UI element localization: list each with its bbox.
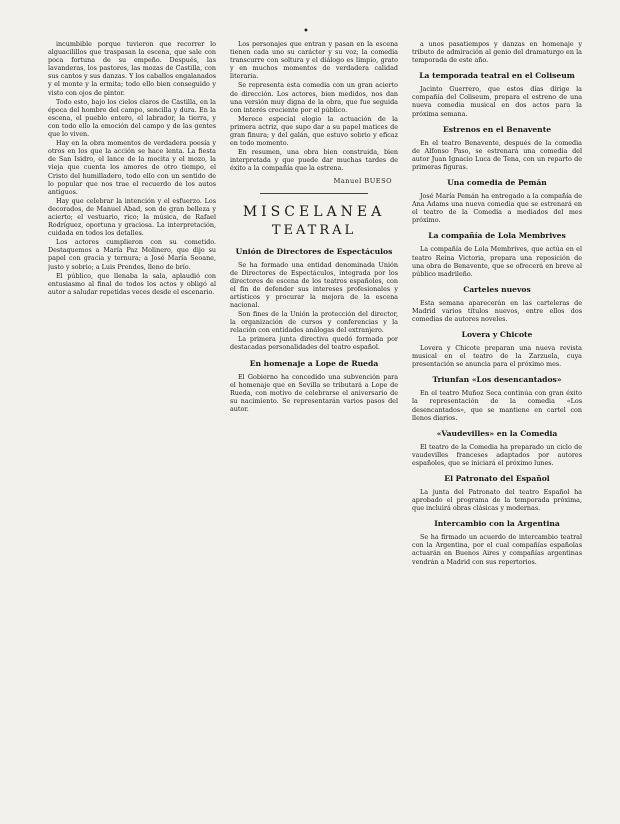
paragraph: La primera junta directiva quedó formada por destacadas personalidades del teatro español. xyxy=(230,335,398,352)
column-3 xyxy=(412,40,582,810)
paragraph: La compañía de Lola Membrives, que actúa en el teatro Reina Victoria, prepara una reposición de una obra de Benavente, que se ofrecerá en breve al público madrileño. xyxy=(412,245,582,278)
article-heading: Carteles nuevos xyxy=(463,284,531,294)
article-heading: Unión de Directores de Espectáculos xyxy=(235,246,393,256)
article-heading: El Patronato del Español xyxy=(444,474,550,483)
paragraph: El teatro de la Comedia ha preparado un ciclo de vaudevilles franceses adaptados por autores españoles, que se iniciará el próximo lunes. xyxy=(412,442,582,467)
paragraph: José María Pemán ha entregado a la compañía de Ana Adams una nueva comedia que se estrenará en el teatro de la Comedia a mediados del mes próximo. xyxy=(412,192,582,225)
paragraph: Se ha firmado un acuerdo de intercambio teatral con la Argentina, por el cual compañías españolas actuarán en Buenos Aires y compañías argentinas vendrán a Madrid con sus repertorios. xyxy=(412,533,582,566)
column-2 xyxy=(230,40,398,810)
paragraph: Hay que celebrar la intención y el esfuerzo. Los decorados, de Manuel Abad, son de gran belleza y acierto; el vestuario, rico; la música, de Rafael Rodríguez, oportuna y graciosa. La interpretación, cuidada en todos los detalles. xyxy=(48,196,216,238)
paragraph: Los actores cumplieron con su cometido. Destaquemos a María Paz Molinero, que dijo su papel con gracia y ternura; a José María Seoane, justo y sobrio; a Luis Prendes, lleno de brío. xyxy=(48,238,216,271)
article-heading: La compañía de Lola Membrives xyxy=(428,231,566,241)
paragraph: El público, que llenaba la sala, aplaudió con entusiasmo al final de todos los actos y obligó al autor a saludar repetidas veces desde el escenario. xyxy=(48,271,216,296)
paragraph: Los personajes que entran y pasan en la escena tienen cada uno su carácter y su voz; la comedia transcurre con soltura y el diálogo es limpio, grato y en muchos momentos de verdadera calidad literaria. xyxy=(230,40,398,81)
paragraph: incumbible porque tuvieron que recorrer lo alguacilillos que traspasan la escena, que sale con poca fortuna de su empeño. Después, las lavanderas, los pastores, las mozas de Castilla, con sus cantos y sus danzas. Y los caballos engalanados y el monte y la ermita; todo ello bien conseguido y visto con ojos de pintor. xyxy=(48,40,216,97)
paragraph: En el teatro Muñoz Seca continúa con gran éxito la representación de la comedia «Los desencantados», que se mantiene en cartel con llenos diarios. xyxy=(412,389,582,422)
article-heading: En homenaje a Lope de Rueda xyxy=(249,358,379,368)
paragraph: En el teatro Benavente, después de la comedia de Alfonso Paso, se estrenará una comedia del autor Juan Ignacio Luca de Tena, con un reparto de primeras figuras. xyxy=(412,138,582,171)
article-heading: Lovera y Chicote xyxy=(461,330,533,340)
column-1 xyxy=(48,40,216,810)
article-heading: Estrenos en el Benavente xyxy=(442,124,552,134)
author-signature: Manuel BUESO xyxy=(333,176,392,185)
paragraph: En resumen, una obra bien construida, bien interpretada y que puede dar muchas tardes de éxito a la compañía que la estrena. xyxy=(230,148,398,173)
article-heading: «Vaudevilles» en la Comedia xyxy=(436,428,558,438)
paragraph: Jacinto Guerrero, que estos días dirige la compañía del Coliseum, prepara el estreno de una nueva comedia musical en dos actos para la próxima semana. xyxy=(412,85,582,118)
paragraph: Merece especial elogio la actuación de la primera actriz, que supo dar a su papel matices de gran finura; y del galán, que estuvo sobrio y eficaz en todo momento. xyxy=(230,114,398,148)
article-heading: Intercambio con la Argentina xyxy=(434,519,560,529)
paragraph: Todo esto, bajo los cielos claros de Castilla, en la época del hombre del campo, sencilla y dura. En la escena, el pueblo entero, el labrador, la tierra, y con todo ello la emoción del campo y de las gentes que lo viven. xyxy=(48,97,216,139)
paragraph: a unos pasatiempos y danzas en homenaje y tributo de admiración al genio del dramaturgo en la temporada de este año. xyxy=(412,40,582,65)
paragraph: La junta del Patronato del teatro Español ha aprobado el programa de la temporada próxima, que incluirá obras clásicas y modernas. xyxy=(412,488,582,513)
section-banner-line1: MISCELANEA xyxy=(242,203,386,220)
paragraph: Esta semana aparecerán en las carteleras de Madrid varios títulos nuevos, entre ellos dos comedias de autores noveles. xyxy=(412,298,582,323)
article-heading: Una comedia de Pemán xyxy=(447,178,547,188)
print-mark: • xyxy=(303,26,309,37)
article-heading: Triunfan «Los desencantados» xyxy=(432,375,562,385)
paragraph: Lovera y Chicote preparan una nueva revista musical en el teatro de la Zarzuela, cuya presentación se anuncia para el próximo mes. xyxy=(412,344,582,369)
divider xyxy=(260,193,368,194)
paragraph: Se representa esta comedia con un gran acierto de dirección. Los actores, bien medidos, nos dan una versión muy digna de la obra, que fue seguida con interés creciente por el público. xyxy=(230,81,398,114)
paragraph: El Gobierno ha concedido una subvención para el homenaje que en Sevilla se tributará a Lope de Rueda, con motivo de celebrarse el aniversario de su nacimiento. Se representarán varios pasos del autor. xyxy=(230,372,398,413)
article-heading: La temporada teatral en el Coliseum xyxy=(419,71,575,81)
paragraph: Hay en la obra momentos de verdadera poesía y otros en los que la acción se hace lenta. La fiesta de San Isidro, el lance de la mocita y el mozo, la vieja que cuenta los amores de otro tiempo, el Cristo del humilladero, todo ello con un sentido de lo popular que nos trae el recuerdo de los autos antiguos. xyxy=(48,139,216,196)
paragraph: Son fines de la Unión la protección del director, la organización de cursos y conferencias y la relación con entidades análogas del extranjero. xyxy=(230,310,398,335)
section-banner-line2: TEATRAL xyxy=(271,222,357,238)
paragraph: Se ha formado una entidad denominada Unión de Directores de Espectáculos, integrada por los directores de escena de los teatros españoles, con el fin de defender sus intereses profesionales y artísticos y procurar la mejora de la escena nacional. xyxy=(230,260,398,309)
